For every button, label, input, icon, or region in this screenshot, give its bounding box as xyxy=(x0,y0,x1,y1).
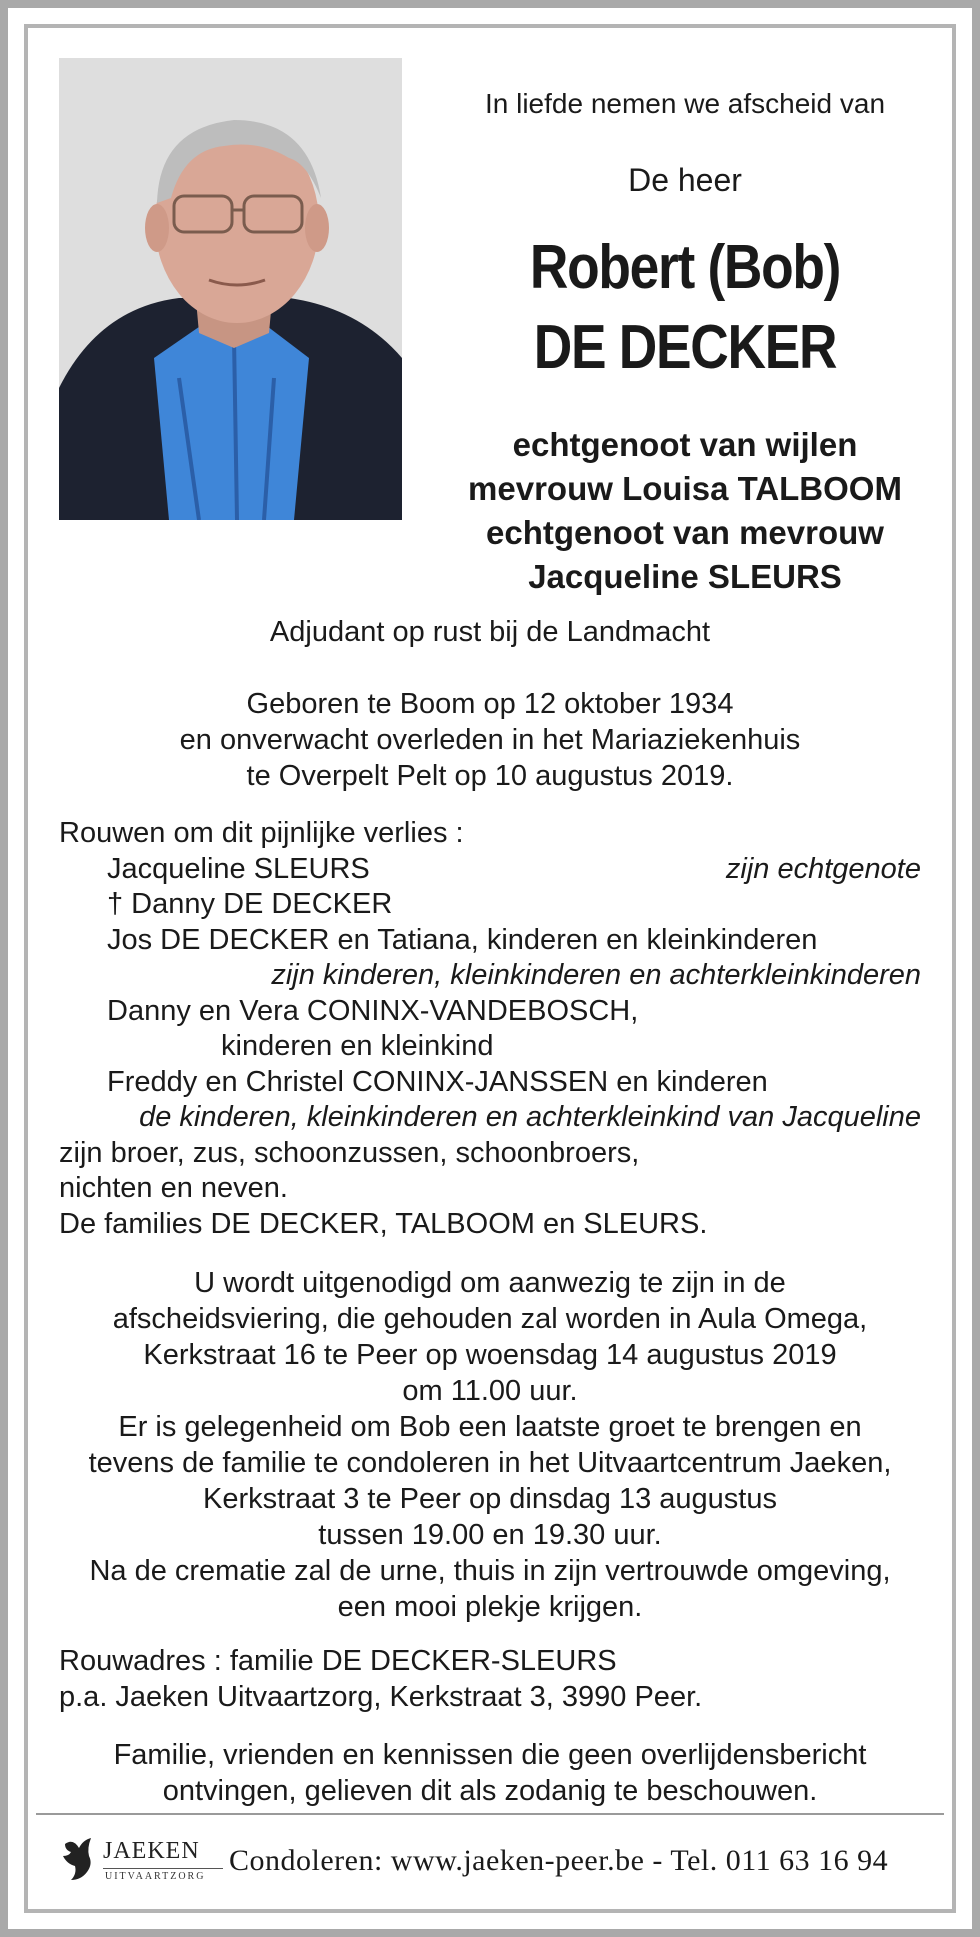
mourner-name: De families DE DECKER, TALBOOM en SLEURS. xyxy=(59,1207,708,1240)
mourner-name: Jacqueline SLEURS xyxy=(107,852,370,885)
spouse-line: echtgenoot van wijlen xyxy=(512,426,858,463)
portrait-photo xyxy=(59,58,402,520)
invitation-line: een mooi plekje krijgen. xyxy=(337,1591,643,1623)
invitation-line: Na de crematie zal de urne, thuis in zijn vertrouwde omgeving, xyxy=(89,1555,891,1587)
logo-name: JAEKEN xyxy=(103,1838,200,1864)
footer xyxy=(59,1826,921,1896)
mourning-address xyxy=(59,1643,921,1715)
mourner-relation: zijn kinderen, kleinkinderen en achterkleinkinderen xyxy=(271,959,921,991)
spouse-line: echtgenoot van mevrouw xyxy=(486,514,884,551)
condolence-line[interactable]: Condoleren: www.jaeken-peer.be - Tel. 011 63 16 94 xyxy=(229,1844,889,1877)
spouse-line: mevrouw Louisa TALBOOM xyxy=(468,470,902,507)
mourner-name: † Danny DE DECKER xyxy=(107,888,393,920)
spouse-line: Jacqueline SLEURS xyxy=(528,558,842,595)
mourner-relation: kinderen en kleinkind xyxy=(221,1030,494,1062)
invitation-line: Kerkstraat 3 te Peer op dinsdag 13 augustus xyxy=(203,1483,777,1515)
jaeken-logo xyxy=(59,1834,229,1889)
mourner-relation: zijn echtgenote xyxy=(725,852,921,885)
closing-line: ontvingen, gelieven dit als zodanig te beschouwen. xyxy=(162,1775,818,1807)
mourner-name: Freddy en Christel CONINX-JANSSEN en kinderen xyxy=(107,1065,768,1098)
mourners-intro: Rouwen om dit pijnlijke verlies : xyxy=(59,817,464,849)
invitation-line: Kerkstraat 16 te Peer op woensdag 14 augustus 2019 xyxy=(143,1339,837,1371)
address-line: Rouwadres : familie DE DECKER-SLEURS xyxy=(59,1645,617,1677)
spouse-block xyxy=(405,423,965,599)
name-line-1: Robert (Bob) xyxy=(529,233,841,302)
name-line-2: DE DECKER xyxy=(533,313,837,382)
invitation-line: tevens de familie te condoleren in het Uitvaartcentrum Jaeken, xyxy=(88,1447,892,1479)
footer-divider xyxy=(36,1813,944,1815)
mourners-list xyxy=(59,816,921,1242)
salutation: De heer xyxy=(628,162,742,198)
born-line: te Overpelt Pelt op 10 augustus 2019. xyxy=(246,760,734,792)
mourner-relation: de kinderen, kleinkinderen en achterkleinkind van Jacqueline xyxy=(139,1101,921,1133)
invitation-line: tussen 19.00 en 19.30 uur. xyxy=(318,1519,662,1551)
invitation-block xyxy=(59,1265,921,1625)
deceased-name xyxy=(461,228,908,388)
address-line: p.a. Jaeken Uitvaartzorg, Kerkstraat 3, 3990 Peer. xyxy=(59,1681,703,1713)
closing-line: Familie, vrienden en kennissen die geen overlijdensbericht xyxy=(113,1739,867,1771)
born-line: en onverwacht overleden in het Mariaziekenhuis xyxy=(179,724,801,756)
birth-death-block xyxy=(59,686,921,794)
logo-rule xyxy=(103,1868,223,1869)
mourner-name: nichten en neven. xyxy=(59,1172,288,1204)
logo-subtitle: UITVAARTZORG xyxy=(105,1871,206,1882)
invitation-line: Er is gelegenheid om Bob een laatste groet te brengen en xyxy=(118,1411,862,1443)
closing-note xyxy=(59,1737,921,1809)
dove-icon xyxy=(59,1834,97,1884)
rank-line: Adjudant op rust bij de Landmacht xyxy=(269,616,711,648)
invitation-line: om 11.00 uur. xyxy=(402,1375,578,1407)
invitation-line: U wordt uitgenodigd om aanwezig te zijn in de xyxy=(194,1267,786,1299)
mourner-name: zijn broer, zus, schoonzussen, schoonbroers, xyxy=(59,1136,640,1169)
born-line: Geboren te Boom op 12 oktober 1934 xyxy=(246,688,734,720)
intro-text: In liefde nemen we afscheid van xyxy=(484,88,886,119)
invitation-line: afscheidsviering, die gehouden zal worden in Aula Omega, xyxy=(112,1303,868,1335)
mourner-name: Danny en Vera CONINX-VANDEBOSCH, xyxy=(107,994,639,1027)
mourner-name: Jos DE DECKER en Tatiana, kinderen en kleinkinderen xyxy=(107,923,818,956)
